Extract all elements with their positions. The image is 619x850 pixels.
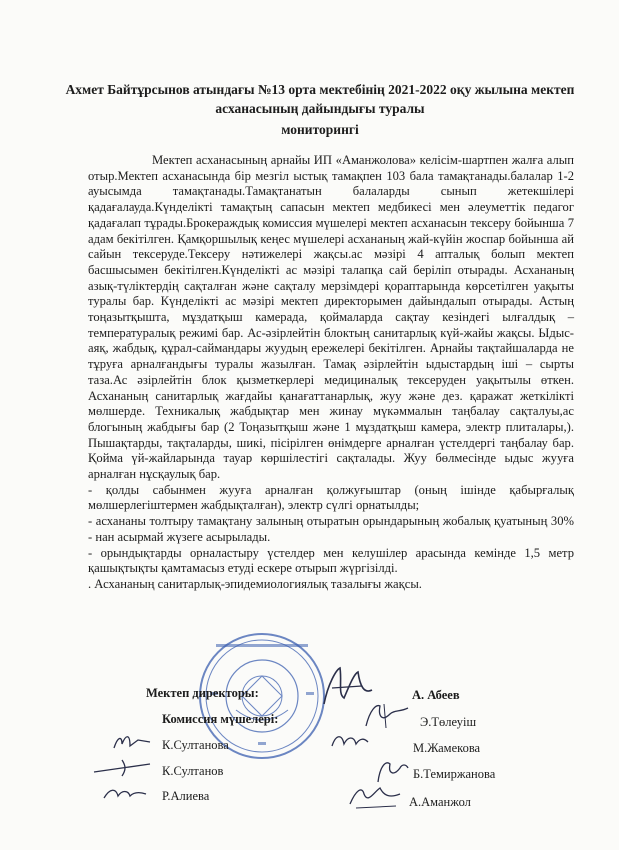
member-signature: [360, 700, 412, 730]
member-left: К.Султанова: [162, 738, 229, 752]
member-left: Р.Алиева: [162, 789, 210, 803]
bullet-item: - орындықтарды орналастыру үстелдер мен келушілер арасында кемінде 1,5 метр қашықтықты қамтамасыз етуді ескере отырып жүргізілді.: [88, 545, 574, 576]
document-title: Ахмет Байтұрсынов атындағы №13 орта мектебінің 2021-2022 оқу жылына мектеп асханасының дайындығы туралы: [65, 82, 575, 116]
member-signature: [100, 784, 150, 804]
director-name: А. Абеев: [412, 688, 460, 702]
main-paragraph: Мектеп асханасының арнайы ИП «Аманжолова» келісім-шартпен жалға алып отыр.Мектеп асханасында бір мезгіл ыстық тамақпен 103 бала тамақтанады.балалар 1-2 ауысымда тамақтанады.Тамақтанатын балаларды сынып жетекшілері қадағалауда.Күнделікті тамақтың сапасын мектеп медбикесі мен әлеуметтік педагог қадағалап тұрады.Брокераждық комиссия мүшелері мектеп асханасын тексеру бойынша 7 адам бекітілген. Қамқоршылық кеңес мүшелері асхананың жай-күйін жоспар бойынша ай сайын тексеруде.Тексеру нәтижелері жақсы.ас мәзірі 4 апталық болып мектеп басшысымен бекітілген.Күнделікті ас мәзірі талапқа сай беріліп отырады. Асхананың азық-түліктердің сақталған және сақталу мерзімдері қораптарында көрсетілген уақыты туралы бар. Күнделікті ас мәзірі мектеп директорымен дайындалып отырады. Астың тоңазытқышта, мұздатқыш камерада, қоймаларда сақтау кезіндегі ылғалдық – температуралық режимі бар. Ас-әзірлейтін блоктың санитарлық күй-жайы жақсы. Ыдыс-аяқ, жабдық, құрал-саймандары жуудың ережелері бекітілген. Арнайы тақтайшаларда не тұруға арналғандығы туралы жазылған. Тамақ әзірлейтін ыдыстардың іші – сырты таза.Ас әзірлейтін блок қызметкерлері медициналық тексеруден уақытылы өткен. Асхананың санитарлық жағдайы қанағаттанарлық, жуу және дез. қаражат жеткілікті мөлшерде. Техникалық жабдықтар мен жинау мүкәммалын таңбалау сақталуы,ас блогының жабдығы бар (2 Тоңазытқыш және 1 мұздатқыш камера, электр плиталары,). Пышақтарды, тақталарды, шикі, пісірілген өнімдерге арналған үстелдергі таңбалау бар. Қойма үй-жайларында тауар көршілестігі сақталады. Жуу бөлмесінде ыдыс жууға арналған нұсқаулық бар.: [88, 153, 574, 482]
member-signature: [328, 728, 372, 754]
bullet-item: - қолды сабынмен жууға арналған қолжуғыштар (оның ішінде қабырғалық мөлшерлегіштермен жабдықталған), электр сүлгі орнатылды;: [88, 482, 574, 513]
director-label: Мектеп директоры:: [146, 686, 259, 700]
commission-label: Комиссия мүшелері:: [162, 712, 279, 726]
member-left: К.Султанов: [162, 764, 224, 778]
bullet-item: - асхананы толтыру тамақтану залының отыратын орындарының жобалық қуатының 30% - нан асырмай жүзеге асырылады.: [88, 514, 574, 544]
member-right: М.Жамекова: [413, 741, 481, 755]
member-signature: [346, 782, 404, 810]
member-right: Э.Төлеуіш: [420, 715, 477, 729]
member-signature: [110, 730, 156, 754]
member-right: А.Аманжол: [409, 795, 471, 809]
member-right: Б.Темиржанова: [413, 767, 496, 781]
document-subtitle: мониторингі: [281, 122, 359, 137]
member-signature: [92, 756, 154, 778]
document-body: [88, 153, 574, 593]
bullet-item: . Асхананың санитарлық-эпидемиологиялық тазалығы жақсы.: [88, 576, 422, 591]
